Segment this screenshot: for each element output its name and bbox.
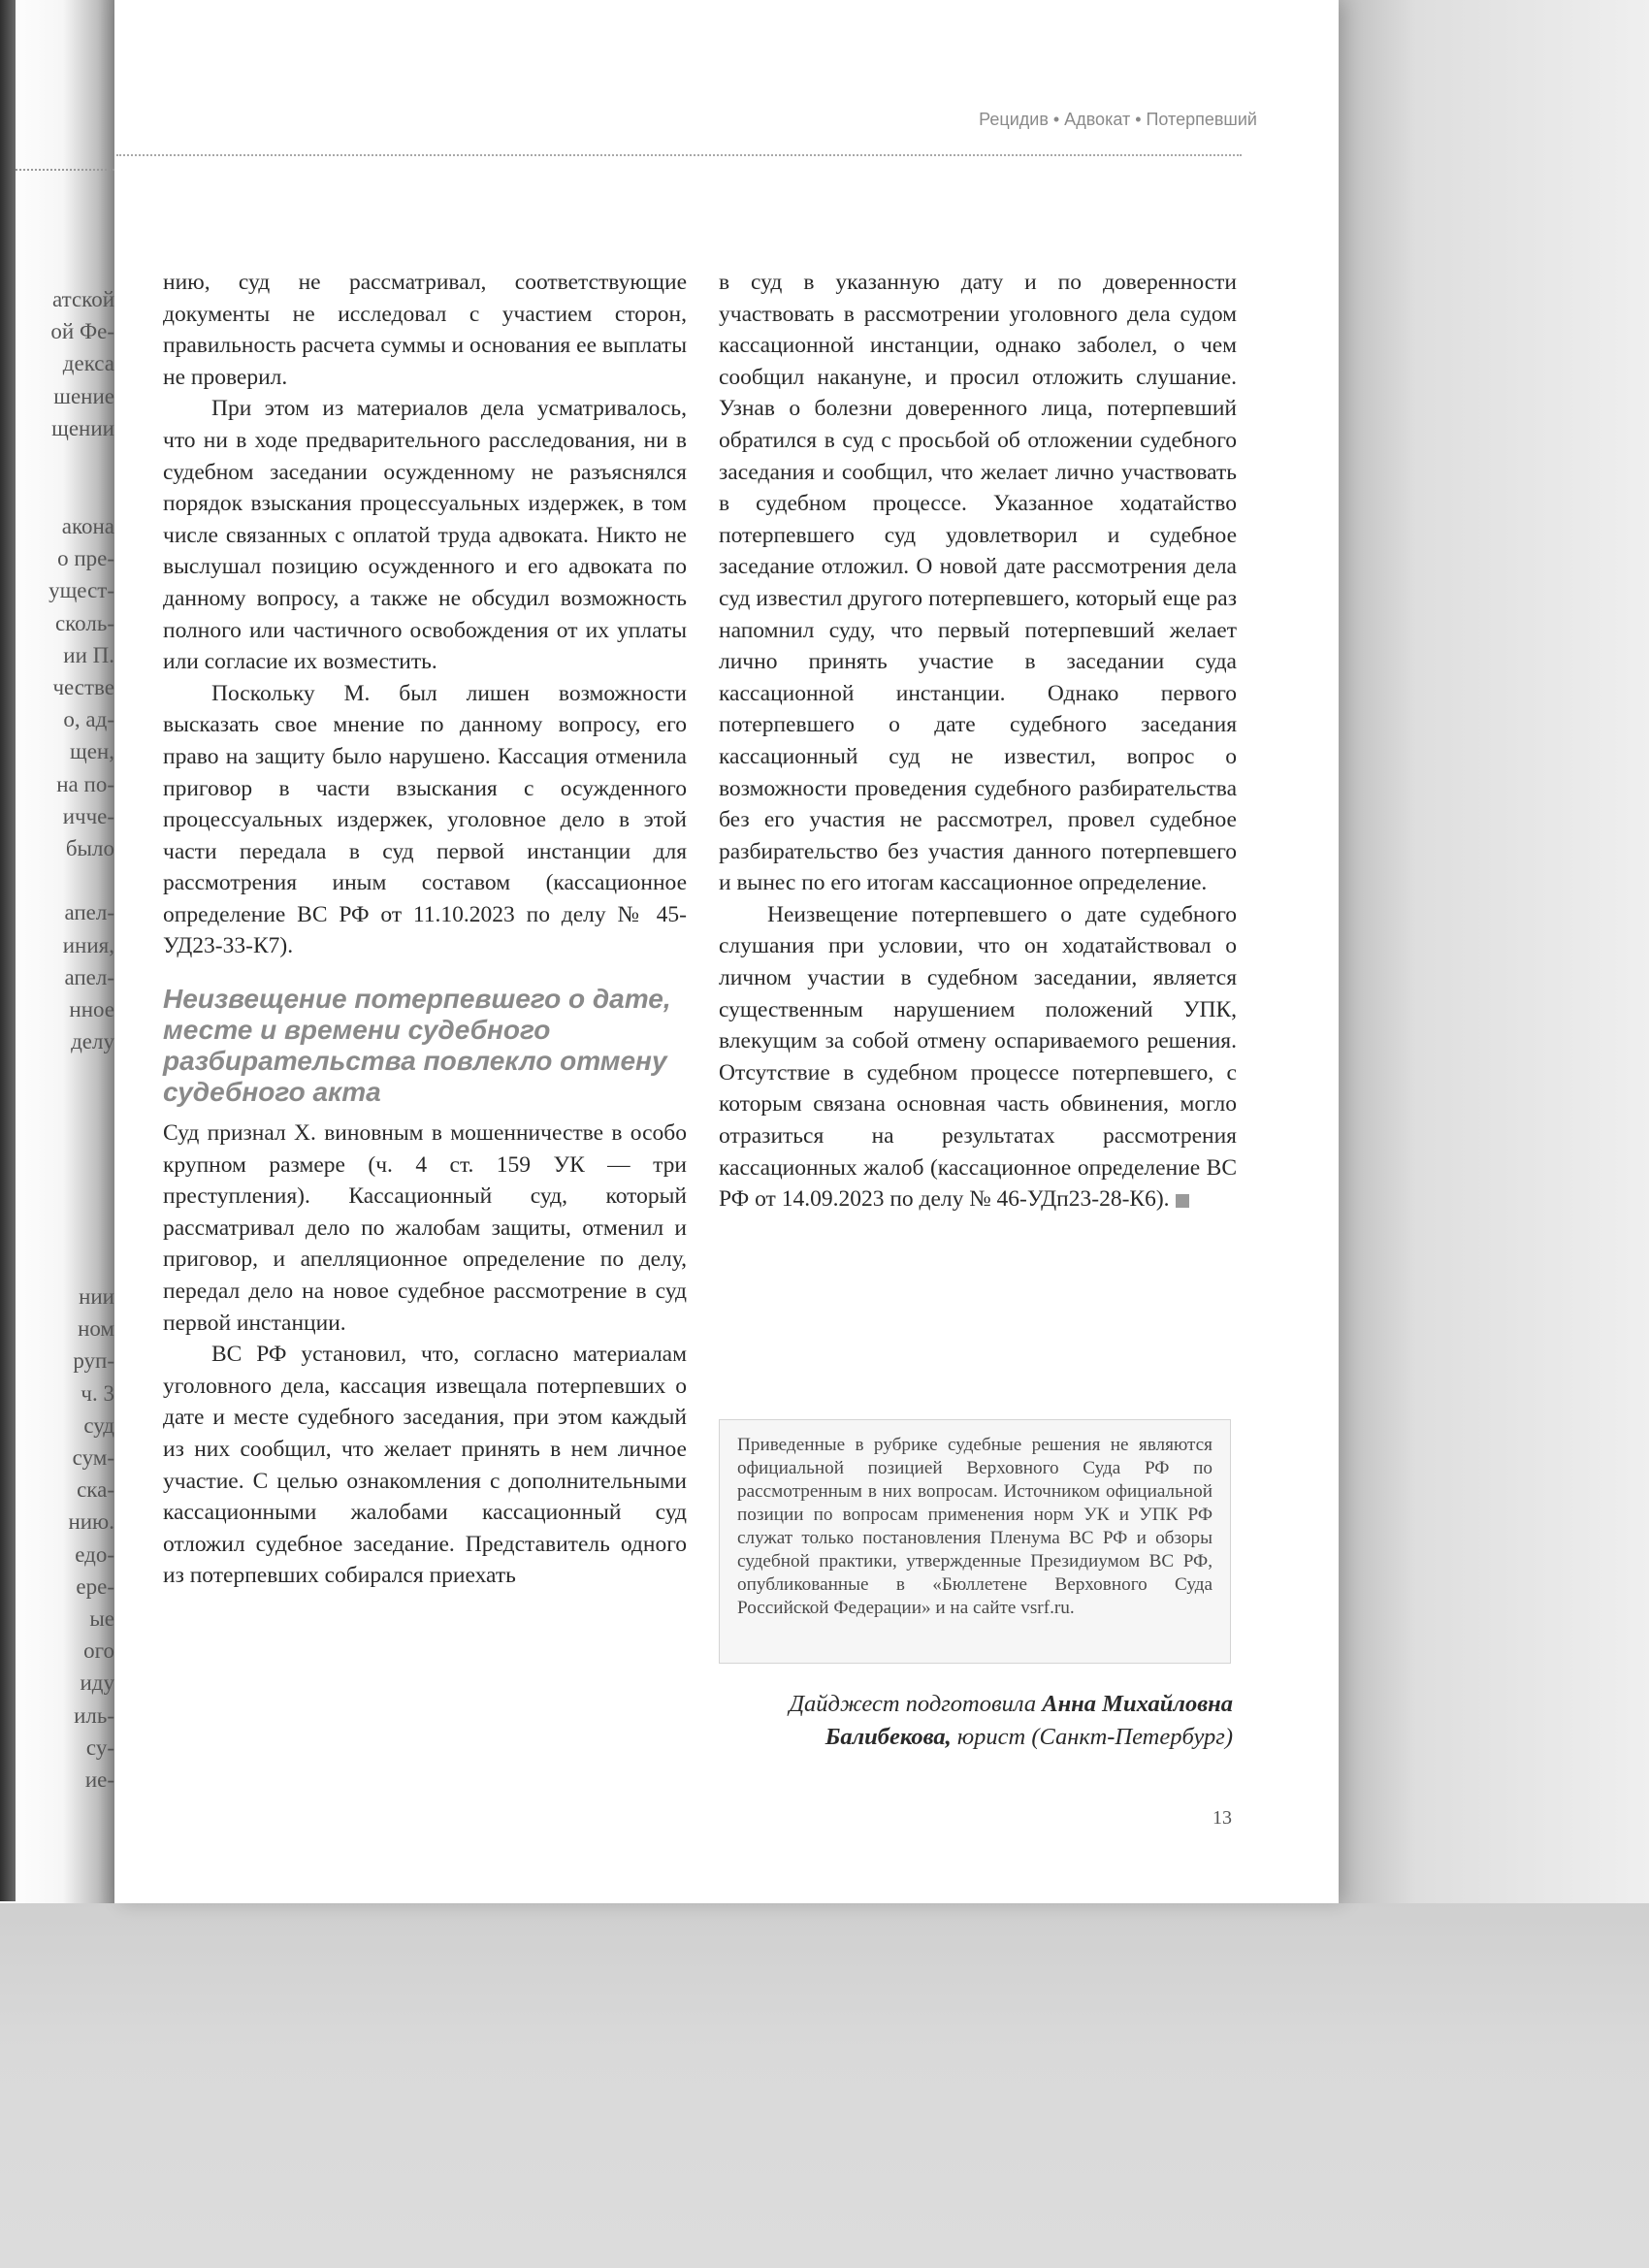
facing-page-fragment [0,0,114,1903]
paragraph: ВС РФ установил, что, согласно материалам уголовного дела, кассация извещала потерпевших о дате и месте судебного заседания, при этом каждый из них сообщил, что желает принять в нем личное участие. С целью ознакомления с дополнительными кассационными жалобами кассационный суд отложил судебное заседание. Представитель одного из потерпевших собирался приехать [163,1342,687,1589]
facing-page-line: ущест- [48,578,114,603]
facing-page-line: ска- [77,1477,114,1503]
paragraph: Суд признал Х. виновным в мошенничестве в особо крупном размере (ч. 4 ст. 159 УК — три преступления). Кассационный суд, который рассматривал дело по жалобам защиты, отменил и приговор, и апелляционное определение по делу, передал дело на новое судебное рассмотрение в суд первой инстанции. [163,1120,687,1336]
facing-page-line: ого [83,1638,114,1664]
facing-page-line: апел- [64,964,114,989]
facing-page-line: ичче- [62,803,114,828]
facing-page-line: су- [85,1734,114,1760]
signature-prefix: Дайджест подготовила [789,1691,1043,1717]
right-text-column [719,267,1237,1215]
facing-page-line: ном [78,1316,114,1342]
author-role: юрист (Санкт-Петербург) [951,1724,1233,1750]
facing-page-line: сум- [72,1445,114,1471]
header-dotted-rule [116,154,1242,156]
facing-page-line: апел- [64,900,114,925]
facing-page-line: нии [79,1284,114,1309]
facing-page-line: сколь- [54,610,114,635]
facing-page-line: честве [52,675,114,700]
facing-page-line: руп- [73,1348,114,1374]
section-heading: Неизвещение потерпевшего о дате, месте и времени судебного разбирательства повлекло отмену судебного акта [163,984,671,1108]
facing-page-line: щении [51,415,114,440]
facing-page-line: ие- [84,1767,114,1793]
facing-page-line: было [65,836,114,861]
facing-page-line: декса [62,351,114,376]
page-number: 13 [1212,1807,1232,1829]
facing-page-line: ч. 3 [81,1380,114,1406]
facing-page-line: шение [53,383,114,408]
facing-page-line: ой Фе- [50,319,114,344]
page-edge-shadow [1339,0,1649,1903]
facing-page-line: иния, [62,932,114,957]
facing-page-lines-top [0,283,114,444]
paragraph: При этом из материалов дела усматривалось, что ни в ходе предварительного расследования, ни в судебном заседании осужденному не разъяснялся порядок взыскания процессуальных издержек, в том числе связанных с оплатой труда адвоката. Никто не выслушал позицию осужденного и его адвоката по данному вопросу, а также не обсудил возможность полного или частичного освобождения от их уплаты или согласие их возместить. [163,396,687,675]
facing-page-line: иль- [74,1702,114,1728]
author-signature [719,1688,1233,1754]
author-name: Анна Михайловна Балибекова, [824,1691,1233,1750]
paragraph: в суд в указанную дату и по доверенности участвовать в рассмотрении уголовного дела судом кассационной инстанции, однако заболел, о чем сообщил накануне, и просил отложить слушание. Узнав о болезни доверенного лица, потерпевший обратился в суд с просьбой об отложении судебного заседания и сообщил, что желает лично участвовать в судебном процессе. Указанное ходатайство потерпевшего суд удовлетворил и судебное заседание отложил. О новой дате рассмотрения дела суд известил другого потерпевшего, который еще раз напомнил суду, что первый потерпевший желает лично принять участие в заседании суда кассационной инстанции. Однако первого потерпевшего о дате судебного заседания кассационный суд не известил, вопрос о возможности проведения судебного разбирательства без его участия не рассмотрел, провел судебное разбирательство без участия данного потерпевшего и вынес по его итогам кассационное определение. [719,270,1237,896]
disclaimer-box: Приведенные в рубрике судебные решения не являются официальной позицией Верховного Суда РФ по рассмотренным в них вопросам. Источником официальной позиции по вопросам применения норм УК и УПК РФ служат только постановления Пленума ВС РФ и обзоры судебной практики, утвержденные Президиумом ВС РФ, опубликованные в «Бюллетене Верховного Суда Российской Федерации» и на сайте vsrf.ru. [719,1419,1231,1664]
facing-page-line: акона [61,514,114,538]
facing-page-line: атской [52,287,114,311]
book-spine-shadow [0,0,16,1901]
facing-page-line: ые [89,1606,114,1632]
facing-page-line: едо- [75,1541,114,1567]
end-of-article-mark-icon [1176,1194,1189,1208]
facing-page-line: делу [71,1029,114,1054]
facing-page-line: нное [69,997,114,1022]
facing-page-line: на по- [56,771,114,796]
facing-page-lines-middle [0,510,114,1057]
facing-page-line: ере- [76,1573,114,1599]
paragraph-text: Неизвещение потерпевшего о дате судебного слушания при условии, что он ходатайствовал о личном участии в судебном заседании, является существенным нарушением положений УПК, влекущим за собой отмену оспариваемого решения. Отсутствие в судебном процессе потерпевшего, с которым связана основная часть обвинения, могло отразиться на результатах рассмотрения кассационных жалоб (кассационное определение ВС РФ от 14.09.2023 по делу № 46-УДп23-28-К6). [719,901,1237,1213]
paragraph-final [719,899,1237,1215]
facing-page-line [0,864,114,896]
facing-page-line: о пре- [57,546,114,571]
facing-page-line: суд [83,1412,114,1438]
facing-page-line: иду [80,1670,114,1696]
facing-page-rule [0,169,114,171]
paragraph: нию, суд не рассматривал, соответствующие документы не исследовал с участием сторон, правильность расчета суммы и основания ее выплаты не проверил. [163,270,687,390]
paragraph: Поскольку М. был лишен возможности высказать свое мнение по данному вопросу, его право на защиту было нарушено. Кассация отменила приговор в части взыскания с осужденного процессуальных издержек, уголовное дело в этой части передала в суд первой инстанции для рассмотрения иным составом (кассационное определение ВС РФ от 11.10.2023 по делу № 45-УД23-33-К7). [163,680,687,959]
facing-page-line: ии П. [63,642,114,667]
facing-page-line: нию. [68,1509,114,1535]
running-head: Рецидив • Адвокат • Потерпевший [979,110,1257,129]
facing-page-line: о, ад- [63,707,114,732]
scanner-background [0,1901,1649,2268]
left-text-column [163,267,687,1592]
facing-page-lines-bottom [0,1280,114,1796]
facing-page-line: щен, [70,739,114,764]
